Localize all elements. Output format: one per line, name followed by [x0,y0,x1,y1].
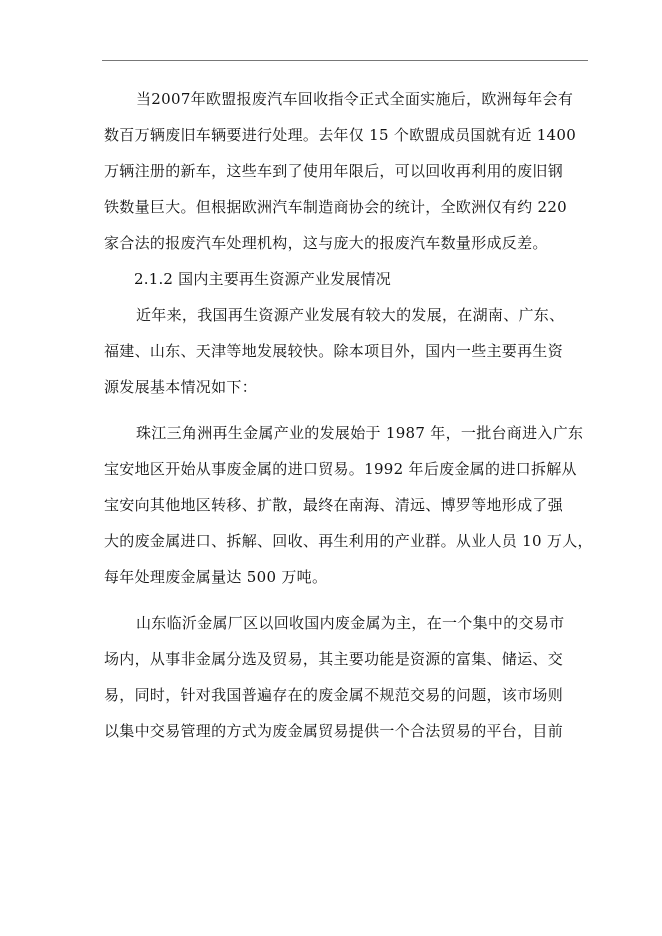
header-rule [102,60,588,61]
text-line: 宝安向其他地区转移、扩散，最终在南海、清远、博罗等地形成了强 [104,496,564,514]
document-body [104,81,593,749]
text-line: 万辆注册的新车，这些车到了使用年限后，可以回收再利用的废旧钢 [104,162,564,180]
text-line: 山东临沂金属厂区以回收国内废金属为主，在一个集中的交易市 [136,614,565,632]
text-line: 福建、山东、天津等地发展较快。除本项目外，国内一些主要再生资 [104,342,564,360]
text-line: 以集中交易管理的方式为废金属贸易提供一个合法贸易的平台，目前 [104,722,564,740]
text-line: 易，同时，针对我国普遍存在的废金属不规范交易的问题，该市场则 [104,686,564,704]
text-line: 大的废金属进口、拆解、回收、再生利用的产业群。从业人员 10 万人， [104,532,593,550]
text-line: 家合法的报废汽车处理机构，这与庞大的报废汽车数量形成反差。 [104,234,548,252]
text-line: 珠江三角洲再生金属产业的发展始于 1987 年，一批台商进入广东 [136,424,584,442]
section-heading-2-1-2 [104,261,588,297]
paragraph-shandong-linyi [104,605,588,749]
text-line: 源发展基本情况如下： [104,378,258,396]
paragraph-spacer [104,595,588,605]
section-heading: 2.1.2 国内主要再生资源产业发展情况 [134,270,391,288]
text-line: 铁数量巨大。但根据欧洲汽车制造商协会的统计，全欧洲仅有约 220 [104,198,568,216]
text-line: 宝安地区开始从事废金属的进口贸易。1992 年后废金属的进口拆解从 [104,460,577,478]
paragraph-domestic-overview [104,297,588,405]
text-line: 近年来，我国再生资源产业发展有较大的发展，在湖南、广东、 [136,306,565,324]
paragraph-pearl-river-delta [104,415,593,595]
text-line: 数百万辆废旧车辆要进行处理。去年仅 15 个欧盟成员国就有近 1400 [104,126,577,144]
text-line: 当2007年欧盟报废汽车回收指令正式全面实施后，欧洲每年会有 [136,90,574,108]
text-line: 场内，从事非金属分选及贸易，其主要功能是资源的富集、储运、交 [104,650,564,668]
text-line: 每年处理废金属量达 500 万吨。 [104,568,328,586]
paragraph-eu-recycling [104,81,588,261]
paragraph-spacer [104,405,588,415]
